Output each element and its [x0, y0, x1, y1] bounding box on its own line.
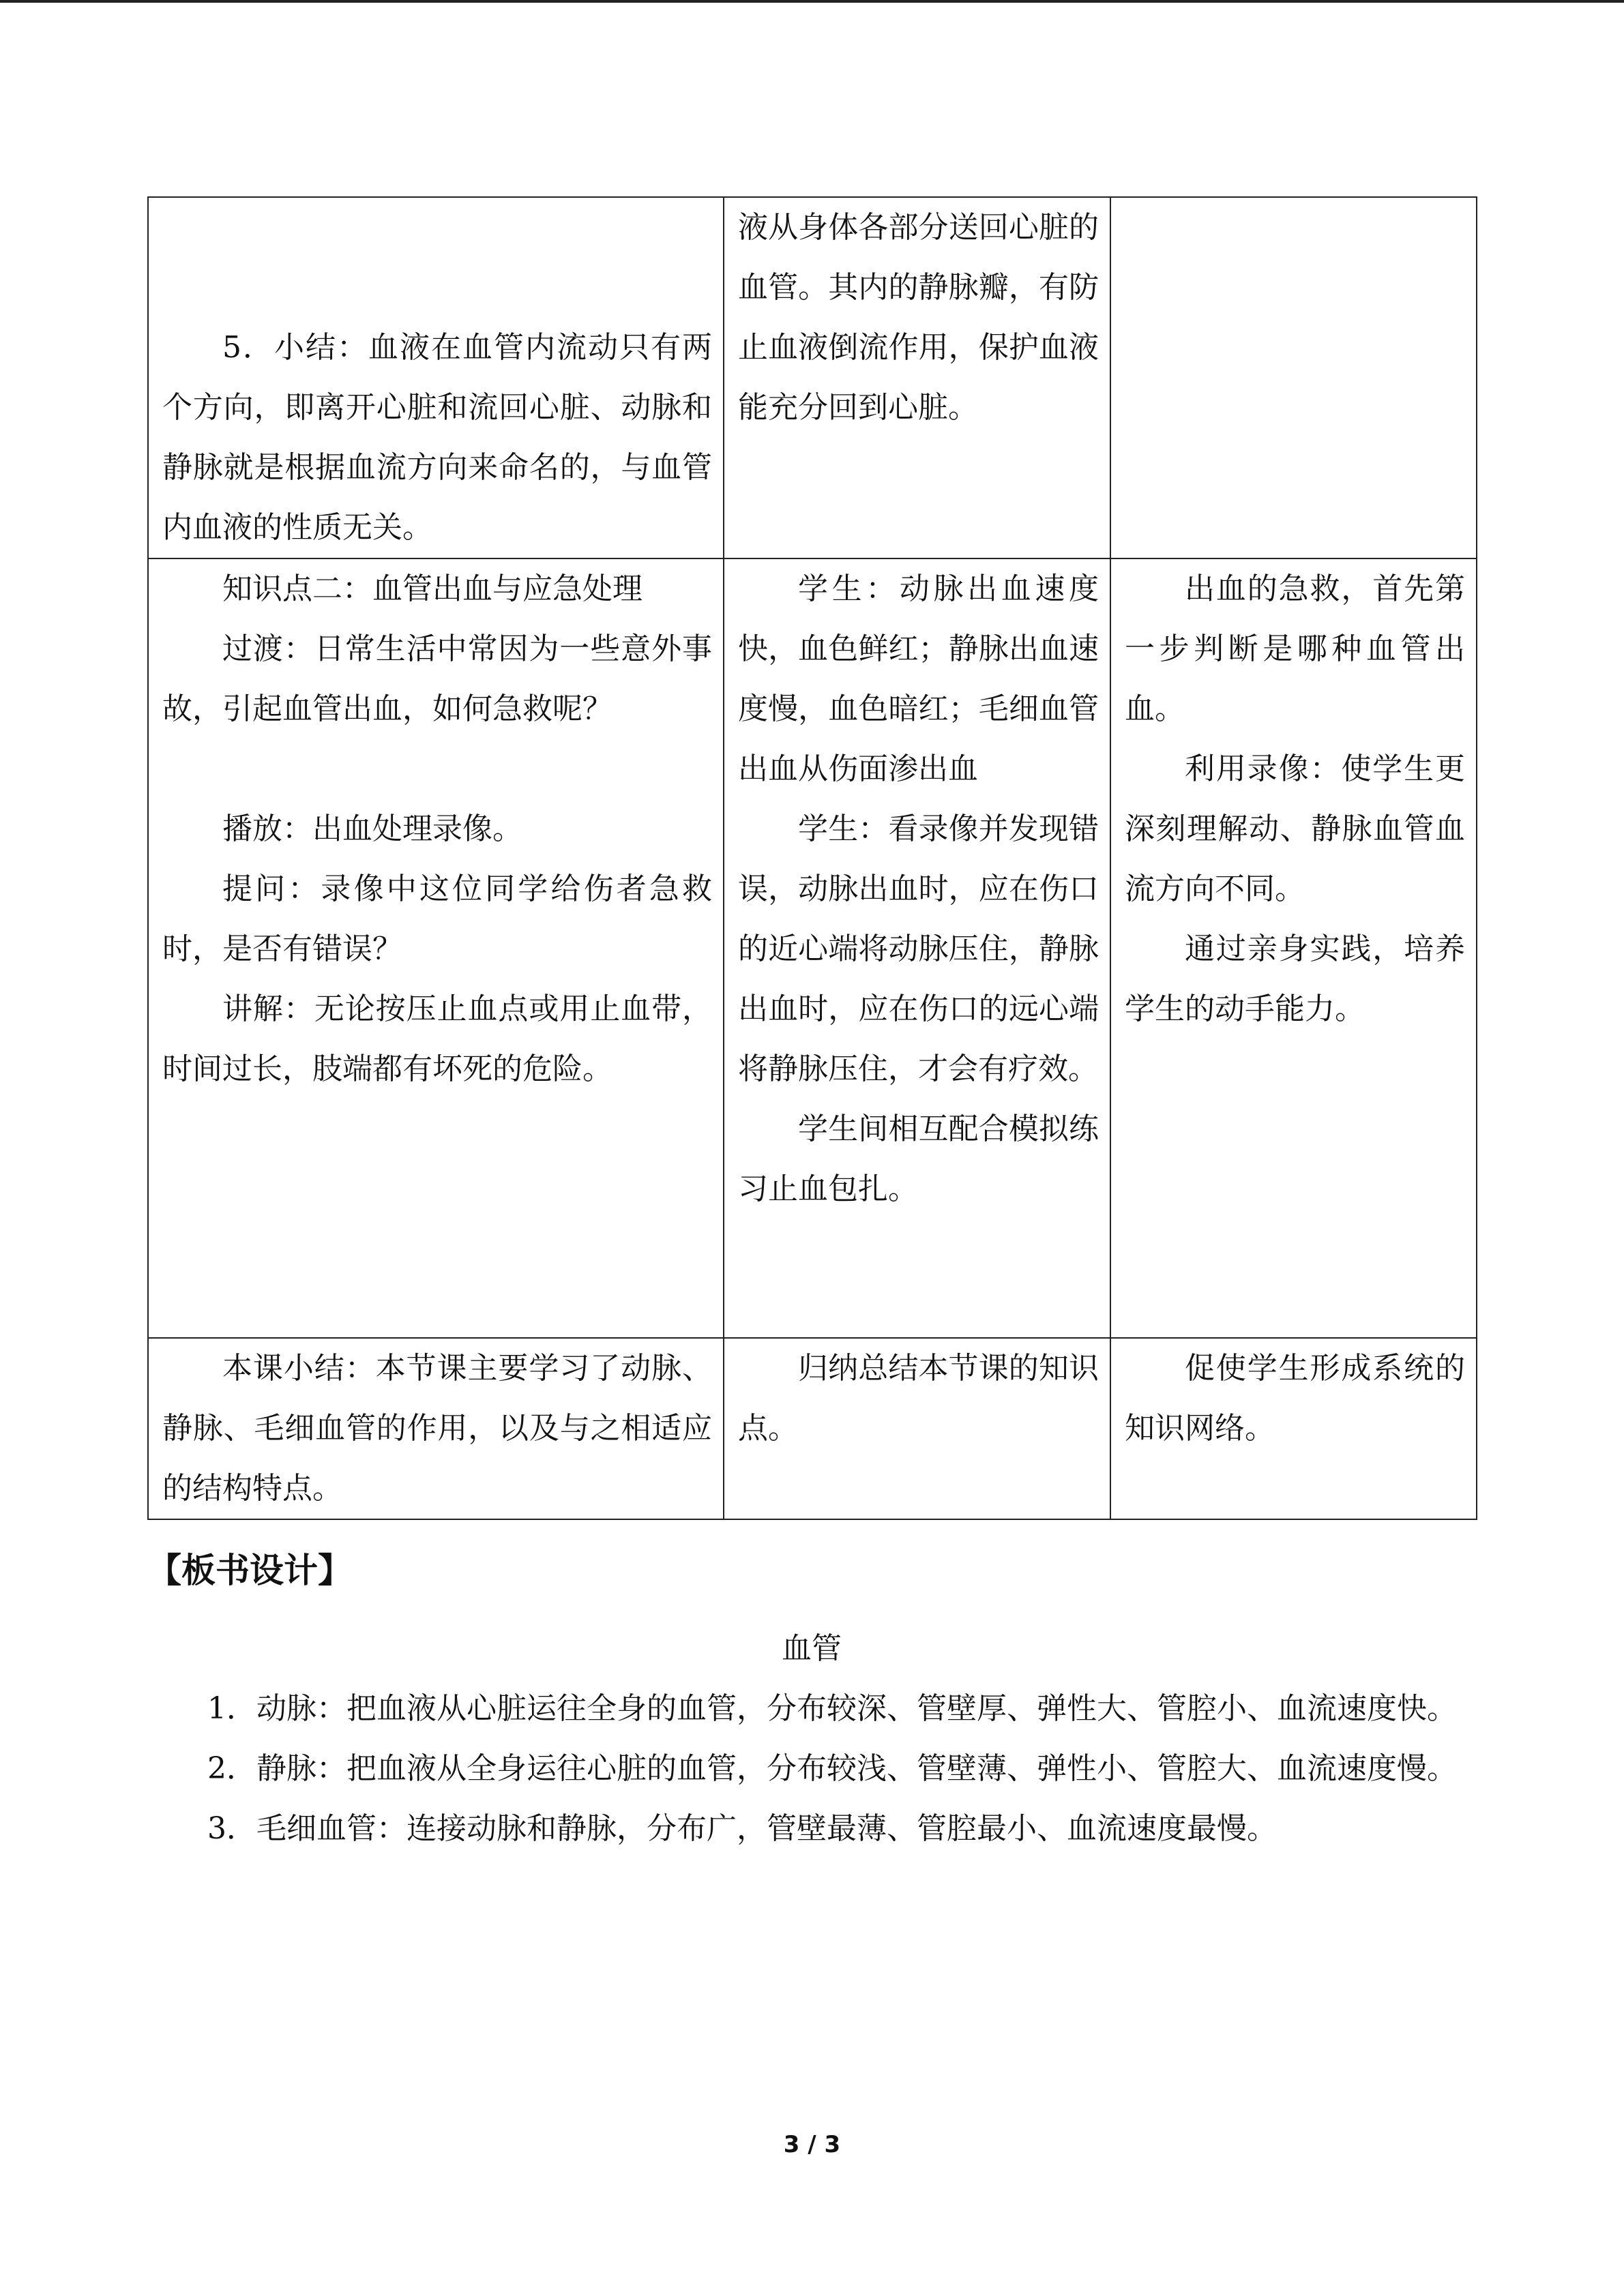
cell-paragraph: 出血的急救，首先第一步判断是哪种血管出血。 [1125, 571, 1465, 726]
teacher-activity-cell [148, 197, 724, 558]
cell-paragraph: 知识点二：血管出血与应急处理 [222, 571, 643, 606]
design-intent-cell [1110, 558, 1477, 1338]
cell-paragraph: 通过亲身实践，培养学生的动手能力。 [1125, 931, 1465, 1026]
student-activity-cell [724, 1338, 1110, 1519]
cell-paragraph: 过渡：日常生活中常因为一些意外事故，引起血管出血，如何急救呢？ [162, 631, 712, 726]
board-line: 2．静脉：把血液从全身运往心脏的血管，分布较浅、管壁薄、弹性小、管腔大、血流速度慢。 [207, 1751, 1457, 1786]
blank-line [162, 198, 712, 258]
table-row [148, 197, 1477, 558]
blank-line [162, 739, 712, 799]
cell-paragraph: 5．小结：血液在血管内流动只有两个方向，即离开心脏和流回心脏、动脉和静脉就是根据血流方向来命名的，与血管内血液的性质无关。 [162, 330, 712, 545]
cell-paragraph: 归纳总结本节课的知识点。 [738, 1351, 1099, 1446]
lesson-plan-table [147, 196, 1477, 1520]
cell-paragraph: 利用录像：使学生更深刻理解动、静脉血管血流方向不同。 [1125, 751, 1465, 906]
cell-paragraph: 播放：出血处理录像。 [222, 811, 522, 846]
teacher-activity-cell [148, 1338, 724, 1519]
board-design-heading: 【板书设计】 [147, 1551, 352, 1590]
cell-paragraph: 学生间相互配合模拟练习止血包扎。 [738, 1112, 1099, 1206]
cell-paragraph: 提问：录像中这位同学给伤者急救时，是否有错误？ [162, 871, 712, 966]
cell-paragraph: 学生：动脉出血速度快，血色鲜红；静脉出血速度慢，血色暗红；毛细血管出血从伤面渗出血 [738, 571, 1099, 786]
board-content [147, 1679, 1476, 1859]
cell-paragraph: 讲解：无论按压止血点或用止血带，时间过长，肢端都有坏死的危险。 [162, 992, 712, 1086]
cell-paragraph: 学生：看录像并发现错误，动脉出血时，应在伤口的近心端将动脉压住，静脉出血时，应在伤口的远心端将静脉压住，才会有疗效。 [738, 811, 1099, 1086]
top-border-line [0, 0, 1624, 3]
table-row [148, 1338, 1477, 1519]
table-row [148, 558, 1477, 1338]
page-number: 3 / 3 [783, 2131, 841, 2158]
student-activity-cell [724, 558, 1110, 1338]
cell-paragraph: 液从身体各部分送回心脏的血管。其内的静脉瓣，有防止血液倒流作用，保护血液能充分回到心脏。 [738, 210, 1099, 425]
board-line: 1．动脉：把血液从心脏运往全身的血管，分布较深、管壁厚、弹性大、管腔小、血流速度快。 [207, 1691, 1457, 1726]
board-line: 3．毛细血管：连接动脉和静脉，分布广，管壁最薄、管腔最小、血流速度最慢。 [207, 1811, 1277, 1846]
teacher-activity-cell [148, 558, 724, 1338]
cell-paragraph: 促使学生形成系统的知识网络。 [1125, 1351, 1465, 1446]
design-intent-cell [1110, 1338, 1477, 1519]
student-activity-cell [724, 197, 1110, 558]
cell-paragraph: 本课小结：本节课主要学习了动脉、静脉、毛细血管的作用，以及与之相适应的结构特点。 [162, 1351, 712, 1506]
design-intent-cell [1110, 197, 1477, 558]
blank-line [162, 258, 712, 318]
board-title: 血管 [782, 1631, 842, 1666]
